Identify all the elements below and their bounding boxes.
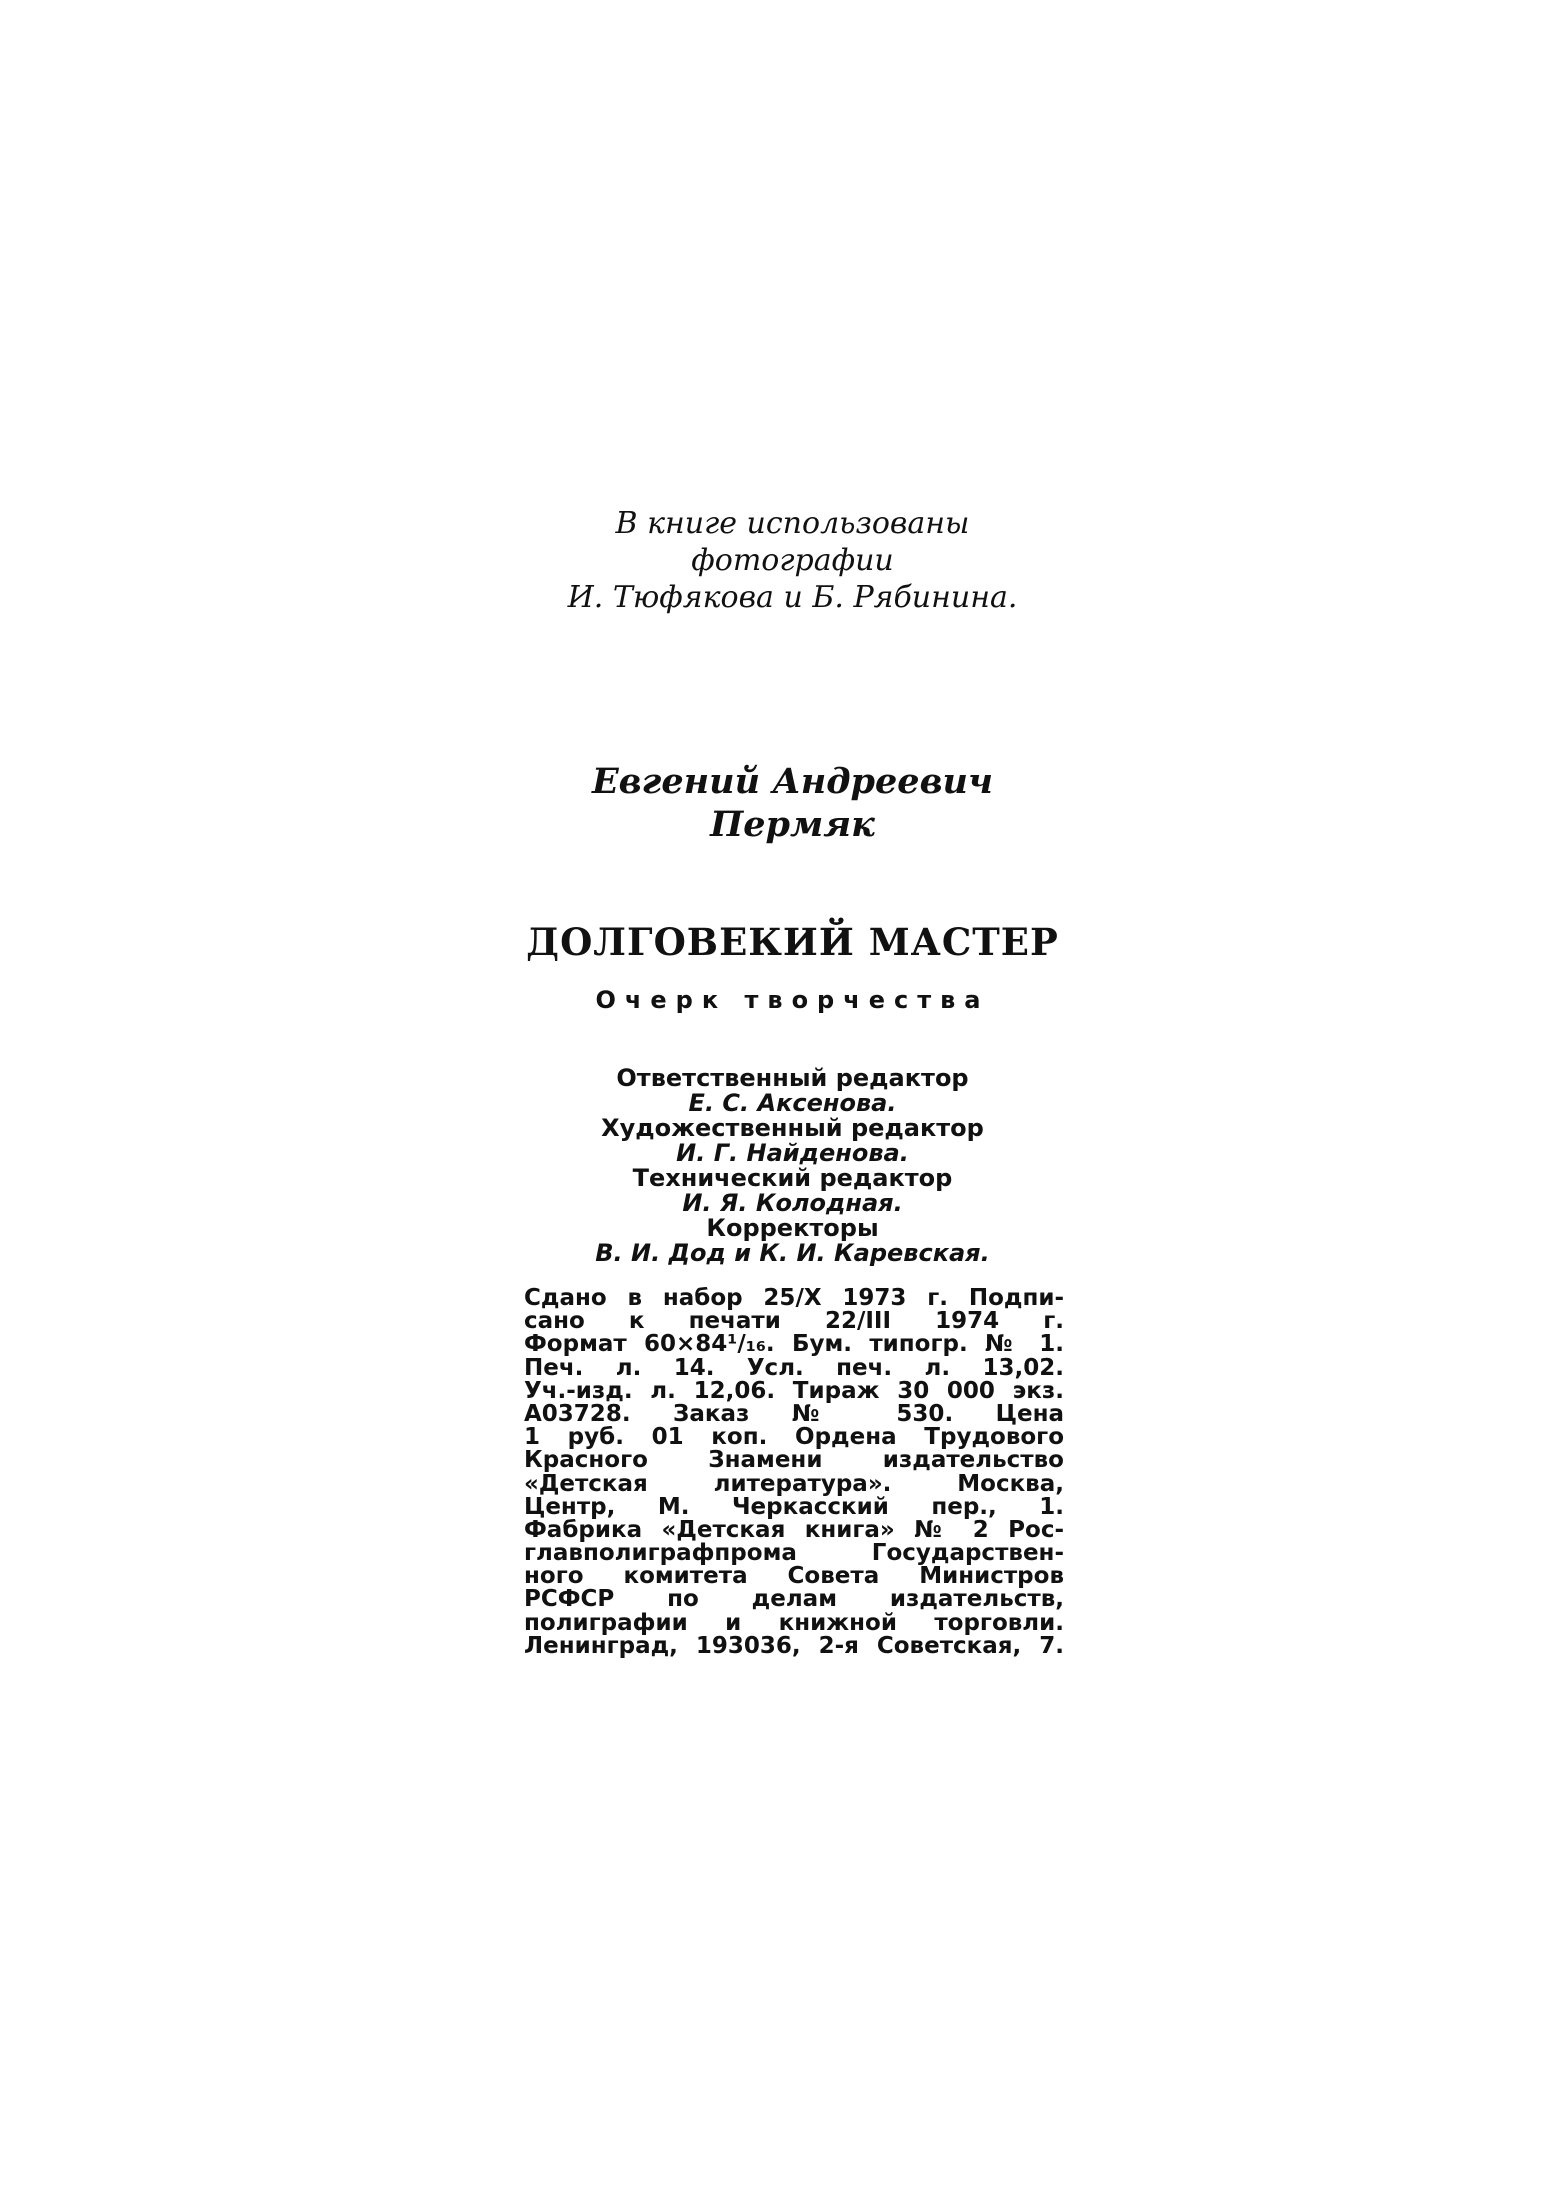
imprint-line: полиграфии и книжной торговли. (524, 1611, 1064, 1635)
imprint-line: сано к печати 22/III 1974 г. (524, 1310, 1064, 1334)
photo-credit-line: В книге использованы (615, 506, 970, 541)
imprint-line: Сдано в набор 25/X 1973 г. Подпи- (524, 1287, 1064, 1311)
photo-credit-line: фотографии (691, 543, 894, 578)
book-subtitle: Очерк творчества (595, 986, 990, 1014)
staff-role: Ответственный редактор (616, 1064, 969, 1092)
staff-role: Корректоры (706, 1214, 879, 1242)
author-name (520, 760, 1065, 846)
staff-role: Художественный редактор (601, 1114, 984, 1142)
imprint-line: Уч.-изд. л. 12,06. Тираж 30 000 экз. (524, 1379, 1064, 1403)
imprint-line: «Детская литература». Москва, (524, 1472, 1064, 1496)
staff-person: Е. С. Аксенова. (688, 1089, 897, 1117)
imprint-line: главполиграфпрома Государствен- (524, 1542, 1064, 1566)
author-last-name: Пермяк (710, 804, 875, 845)
imprint-line: Центр, М. Черкасский пер., 1. (524, 1495, 1064, 1519)
editorial-staff (520, 1066, 1065, 1266)
staff-person: В. И. Дод и К. И. Каревская. (595, 1239, 990, 1267)
photo-credit (520, 505, 1065, 616)
staff-person: И. Г. Найденова. (676, 1139, 909, 1167)
imprint-line: 1 руб. 01 коп. Ордена Трудового (524, 1426, 1064, 1450)
book-title: ДОЛГОВЕКИЙ МАСТЕР (526, 920, 1059, 964)
photo-credit-line: И. Тюфякова и Б. Рябинина. (567, 580, 1018, 615)
staff-role: Технический редактор (632, 1164, 953, 1192)
staff-person: И. Я. Колодная. (682, 1189, 903, 1217)
imprint-line: А03728. Заказ № 530. Цена (524, 1402, 1064, 1427)
imprint-line: Печ. л. 14. Усл. печ. л. 13,02. (524, 1356, 1064, 1380)
imprint-block (524, 1287, 1064, 1658)
author-first-names: Евгений Андреевич (591, 761, 994, 802)
imprint-line: Формат 60×84¹/₁₆. Бум. типогр. № 1. (524, 1333, 1064, 1357)
imprint-line: Красного Знамени издательство (524, 1449, 1064, 1473)
imprint-line: РСФСР по делам издательств, (524, 1588, 1064, 1612)
imprint-line: ного комитета Совета Министров (524, 1565, 1064, 1589)
imprint-line: Ленинград, 193036, 2-я Советская, 7. (524, 1634, 1064, 1658)
imprint-line: Фабрика «Детская книга» № 2 Рос- (524, 1518, 1064, 1543)
